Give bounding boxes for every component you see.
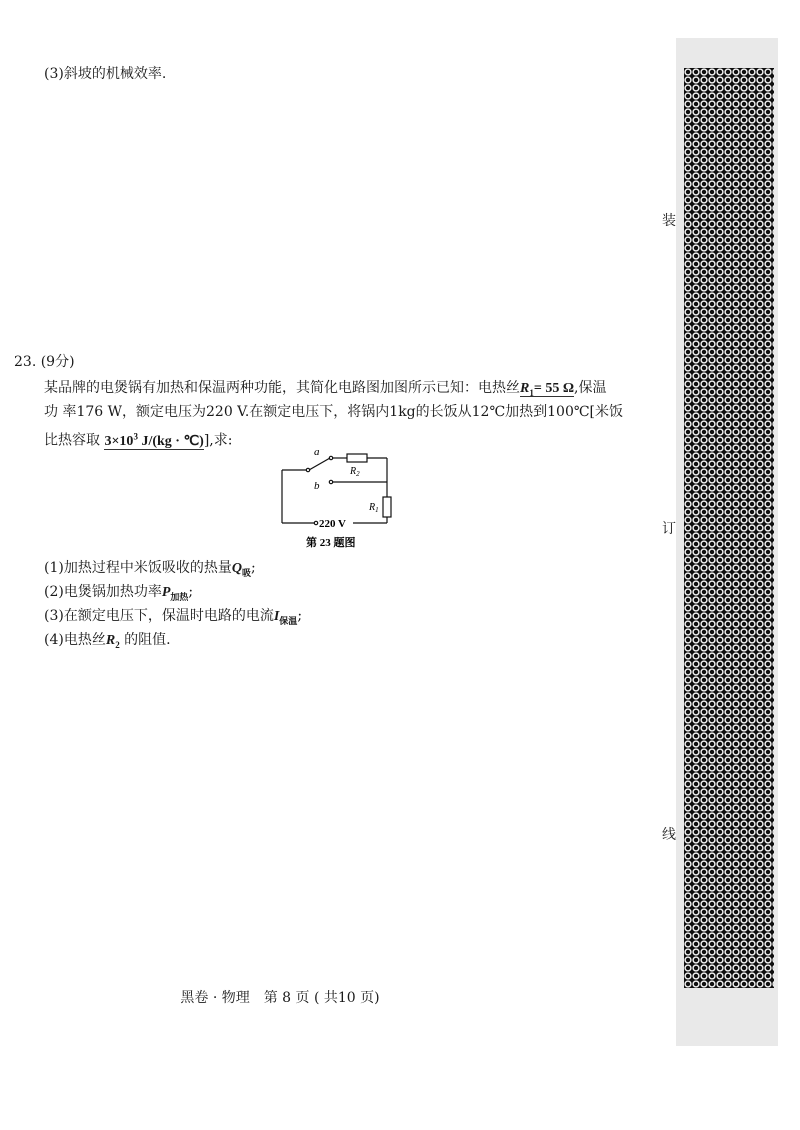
supply-terminal <box>314 521 317 524</box>
sub-question-4 <box>44 630 171 655</box>
r1-value: = 55 Ω <box>533 381 575 396</box>
binding-pattern <box>684 68 774 988</box>
page-footer: 黑卷 · 物理 第 8 页 ( 共10 页) <box>180 990 380 1006</box>
resistor-r2 <box>347 454 367 462</box>
r1-subscript: 1 <box>529 387 534 398</box>
label-b: b <box>314 480 320 492</box>
heat-symbol: Q <box>231 561 242 576</box>
sub-question-2 <box>44 582 193 607</box>
current-symbol: I <box>273 609 280 624</box>
label-r1: $R_1$ <box>369 502 379 514</box>
specific-heat <box>104 431 204 450</box>
question-header <box>14 352 75 372</box>
stem-text: ,保温 <box>574 380 607 396</box>
question-stem-line3 <box>44 426 232 452</box>
specific-heat-exponent: 3 <box>133 431 138 441</box>
terminal-a <box>329 456 332 459</box>
heat-subscript: 吸 <box>241 567 251 578</box>
stem-text: 某品牌的电煲锅有加热和保温两种功能，其简化电路图加图所示已知：电热丝 <box>44 380 520 396</box>
sub-question-text: (2)电煲锅加热功率 <box>44 584 162 600</box>
question-points: (9分) <box>40 354 75 370</box>
question-stem-line2: 功 率176 W，额定电压为220 V.在额定电压下，将锅内1kg的长饭从12℃加热到100℃[米饭 <box>44 404 623 420</box>
sub-question-end: 的阻值. <box>119 632 171 648</box>
r1-given <box>520 381 574 397</box>
label-r2: $R_2$ <box>350 466 360 478</box>
label-voltage: 220 V <box>319 518 346 530</box>
sub-question-end: ; <box>188 584 194 600</box>
question-number: 23. <box>14 354 37 370</box>
previous-question-part: (3)斜坡的机械效率. <box>44 66 167 82</box>
resistor-r1 <box>383 497 391 517</box>
figure-caption: 第 23 题图 <box>306 537 356 549</box>
sub-question-text: (4)电热丝 <box>44 632 106 648</box>
label-a: a <box>314 446 320 458</box>
sub-question-text: (1)加热过程中米饭吸收的热量 <box>44 560 232 576</box>
switch-blade <box>309 458 330 470</box>
sub-question-end: ; <box>297 608 303 624</box>
current-subscript: 保温 <box>279 615 298 626</box>
stem-text: 比热容取 <box>44 432 100 449</box>
power-symbol: P <box>161 585 171 600</box>
terminal-b <box>329 480 332 483</box>
resistor-symbol: R <box>105 633 116 648</box>
switch-pivot <box>306 468 309 471</box>
sub-question-3 <box>44 606 302 631</box>
sub-question-1 <box>44 558 256 583</box>
sub-question-end: ; <box>250 560 256 576</box>
resistor-subscript: 2 <box>115 639 120 650</box>
specific-heat-base: 3×10 <box>104 433 134 449</box>
sub-question-text: (3)在额定电压下，保温时电路的电流 <box>44 608 274 624</box>
binding-mark-ding: 订 <box>662 521 676 537</box>
power-subscript: 加热 <box>170 591 189 602</box>
specific-heat-unit: J/(kg · ℃) <box>137 433 204 449</box>
binding-mark-zhuang: 装 <box>662 213 676 229</box>
circuit-diagram <box>270 442 400 554</box>
binding-mark-xian: 线 <box>662 827 676 843</box>
question-stem-line1 <box>44 378 607 403</box>
r1-symbol: R <box>520 381 530 396</box>
stem-text: ],求: <box>203 432 233 449</box>
